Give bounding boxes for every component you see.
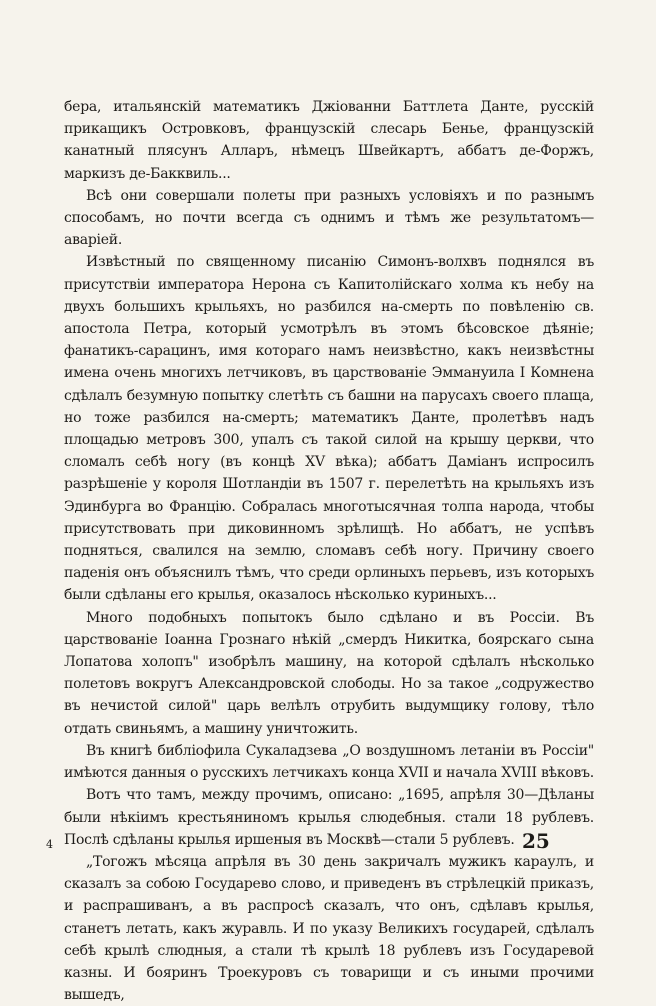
paragraph: Много подобныхъ попытокъ было сдѣлано и въ Россіи. Въ царствованіе Іоанна Грознаго нѣкій „смердъ Никитка, боярскаго сына Лопатова холопъ" изобрѣлъ машину, на которой сдѣлалъ нѣсколько полетовъ вокругъ Александровской слободы. Но за такое „содружество въ нечистой силой" царь велѣлъ отрубить выдумщику голову, тѣло отдать свиньямъ, а машину уничтожить. <box>64 609 594 737</box>
page-number: 25 <box>522 829 550 853</box>
printer-signature: 4 <box>46 838 53 851</box>
paragraph: Извѣстный по священному писанію Симонъ-волхвъ поднялся въ присутствіи императора Нерона съ Капитолійскаго холма къ небу на двухъ большихъ крыльяхъ, но разбился на-смерть по повѣленію св. апостола Петра, который усмотрѣлъ въ этомъ бѣсовское дѣяніе; фанатикъ-сарацинъ, имя котораго намъ неизвѣстно, какъ неизвѣстны имена очень многихъ летчиковъ, въ царствованіе Эммануила I Комнена сдѣлалъ безумную попытку слетѣть съ башни на парусахъ своего плаща, но тоже разбился на-смерть; математикъ Данте, пролетѣвъ надъ площадью метровъ 300, упалъ съ такой силой на крышу церкви, что сломалъ себѣ ногу (въ концѣ XV вѣка); аббатъ Даміанъ испросилъ разрѣшеніе у короля Шотландіи въ 1507 г. перелетѣть на крыльяхъ изъ Эдинбурга во Францію. Собралась многотысячная толпа народа, чтобы присутствовать при диковинномъ зрѣлищѣ. Но аббатъ, не успѣвъ подняться, свалился на землю, сломавъ себѣ ногу. Причину своего паденія онъ объяснилъ тѣмъ, что среди орлиныхъ перьевъ, изъ которыхъ были сдѣланы его крылья, оказалось нѣсколько куриныхъ... <box>64 254 594 604</box>
paragraph: бера, итальянскій математикъ Джіованни Баттлета Данте, русскій прикащикъ Островковъ, французскій слесарь Бенье, французскій канатный плясунъ Алларъ, нѣмецъ Швейкартъ, аббатъ де-Форжъ, маркизъ де-Бакквиль... <box>64 99 594 182</box>
paragraph: „Тогожъ мѣсяца апрѣля въ 30 день закричалъ мужикъ караулъ, и сказалъ за собою Государево слово, и приведенъ въ стрѣлецкій приказъ, и распрашиванъ, а въ распросѣ сказалъ, что онъ, сдѣлавъ крылья, станетъ летать, какъ журавль. И по указу Великихъ государей, сдѣлалъ себѣ крылѣ слюдныя, а стали тѣ крылѣ 18 рублевъ изъ Государевой казны. И бояринъ Троекуровъ съ товарищи и съ иными прочими вышедъ, <box>64 853 594 1004</box>
paragraph: Вотъ что тамъ, между прочимъ, описано: „1695, апрѣля 30—Дѣланы были нѣкіимъ крестьяниномъ крылья слюдебныя. стали 18 рублевъ. Послѣ сдѣланы крылья иршеныя въ Москвѣ—стали 5 рублевъ. <box>64 787 594 848</box>
paragraph: Въ книгѣ библіофила Сукаладзева „О воздушномъ летаніи въ Россіи" имѣются данныя о русскихъ летчикахъ конца XVII и начала XVIII вѣковъ. <box>64 742 594 782</box>
paragraph: Всѣ они совершали полеты при разныхъ условіяхъ и по разнымъ способамъ, но почти всегда съ однимъ и тѣмъ же результатомъ—аваріей. <box>64 187 594 249</box>
body-text <box>64 96 594 1006</box>
